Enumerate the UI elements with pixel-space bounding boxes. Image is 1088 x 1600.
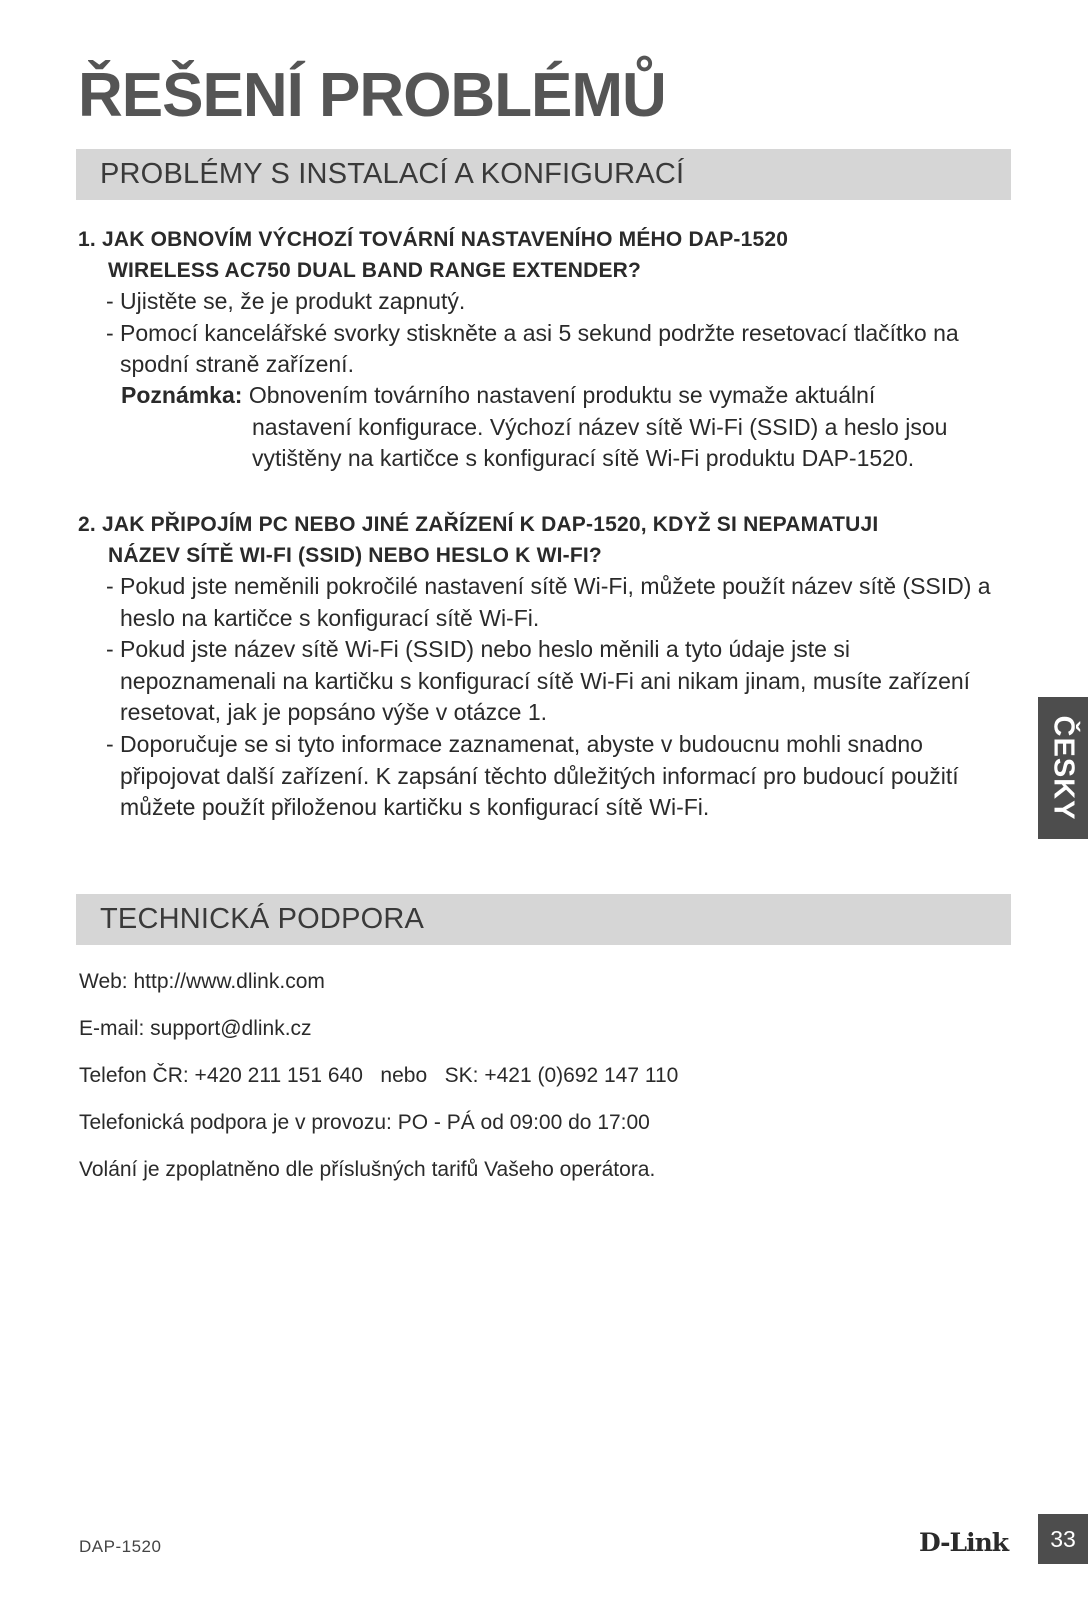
support-contacts: [79, 968, 678, 1203]
note-label: Poznámka:: [121, 382, 243, 408]
support-phone: Telefon ČR: +420 211 151 640 nebo SK: +421 (0)692 147 110: [79, 1064, 679, 1087]
section-heading-support: TECHNICKÁ PODPORA: [76, 894, 1011, 945]
support-web: Web: http://www.dlink.com: [79, 970, 325, 993]
note-text-continued: nastavení konfigurace. Výchozí název sítě Wi-Fi (SSID) a heslo jsou vytištěny na kartičce s konfigurací sítě Wi-Fi produktu DAP-1520.: [252, 413, 948, 472]
support-fees: Volání je zpoplatněno dle příslušných tarifů Vašeho operátora.: [79, 1158, 656, 1181]
answer-item: - Pomocí kancelářské svorky stiskněte a asi 5 sekund podržte resetovací tlačítko na spodní straně zařízení.: [106, 319, 959, 378]
question-1-heading-line1: 1. JAK OBNOVÍM VÝCHOZÍ TOVÁRNÍ NASTAVENÍHO MÉHO DAP-1520: [78, 228, 789, 251]
answer-item: - Pokud jste neměnili pokročilé nastavení sítě Wi-Fi, můžete použít název sítě (SSID) a heslo na kartičce s konfigurací sítě Wi-Fi.: [106, 573, 991, 631]
question-1-answer: [106, 286, 1006, 381]
question-2-heading-line2: NÁZEV SÍTĚ WI-FI (SSID) NEBO HESLO K WI-FI?: [108, 544, 602, 567]
reset-note: [121, 380, 1011, 475]
answer-item: - Ujistěte se, že je produkt zapnutý.: [106, 288, 466, 314]
page-title: ŘEŠENÍ PROBLÉMŮ: [78, 61, 666, 130]
question-1-heading: [78, 224, 788, 286]
brand-logo: D-Link: [919, 1528, 1009, 1557]
answer-item: - Pokud jste název sítě Wi-Fi (SSID) nebo heslo měnili a tyto údaje jste si nepoznamenali na kartičku s konfigurací sítě Wi-Fi ani nikam jinam, musíte zařízení resetovat, jak je popsáno výše v otázce 1.: [106, 636, 971, 726]
note-text-line1: Obnovením továrního nastavení produktu se vymaže aktuální: [242, 382, 876, 408]
question-1-heading-line2: WIRELESS AC750 DUAL BAND RANGE EXTENDER?: [108, 259, 642, 282]
page-number: 33: [1038, 1514, 1088, 1564]
language-tab-label: ČESKY: [1047, 715, 1080, 821]
question-2-heading: [78, 509, 878, 571]
language-tab: [1038, 697, 1088, 839]
question-2-heading-line1: 2. JAK PŘIPOJÍM PC NEBO JINÉ ZAŘÍZENÍ K DAP-1520, KDYŽ SI NEPAMATUJI: [78, 513, 879, 536]
answer-item: - Doporučuje se si tyto informace zaznamenat, abyste v budoucnu mohli snadno připojovat další zařízení. K zapsání těchto důležitých informací pro budoucí použití můžete použít přiloženou kartičku s konfigurací sítě Wi-Fi.: [106, 730, 959, 821]
question-2-answer: [106, 571, 1006, 824]
support-hours: Telefonická podpora je v provozu: PO - PÁ od 09:00 do 17:00: [79, 1111, 650, 1134]
section-heading-install: PROBLÉMY S INSTALACÍ A KONFIGURACÍ: [76, 149, 1011, 200]
support-email: E-mail: support@dlink.cz: [79, 1017, 312, 1040]
footer-model: DAP-1520: [79, 1537, 162, 1556]
